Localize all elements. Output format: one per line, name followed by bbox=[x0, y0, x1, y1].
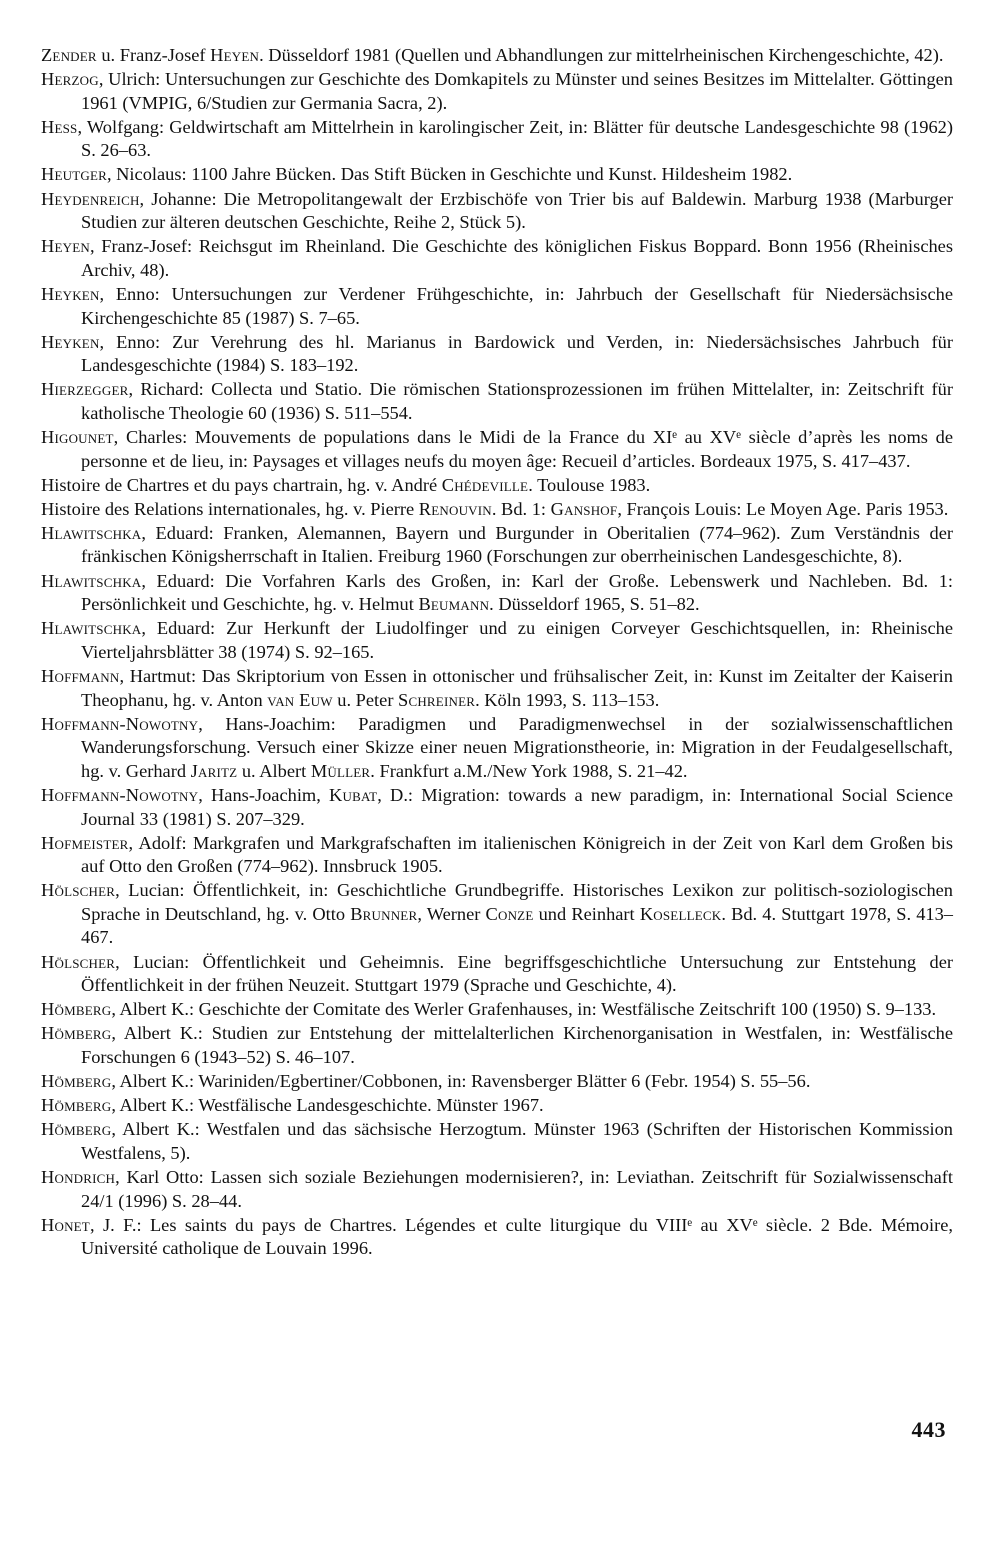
entry-text: , François Louis: Le Moyen Age. Paris 1953. bbox=[617, 498, 949, 519]
page-number: 443 bbox=[911, 1417, 946, 1442]
bibliography-entry bbox=[41, 522, 953, 569]
author-name: Hlawitschka bbox=[41, 522, 142, 543]
author-name: Kubat bbox=[329, 784, 378, 805]
bibliography-entry bbox=[41, 832, 953, 879]
author-name: Hömberg bbox=[41, 999, 112, 1020]
author-name: Müller bbox=[310, 760, 371, 781]
entry-text: , Nicolaus: 1100 Jahre Bücken. Das Stift Bücken in Geschichte und Kunst. Hildesheim 1982. bbox=[106, 164, 793, 185]
bibliography-entry bbox=[41, 951, 953, 998]
author-name: Heutger bbox=[41, 164, 107, 185]
entry-text: , Johanne: Die Metropolitangewalt der Erzbischöfe von Trier bis auf Baldewin. Marburg 1938 (Marburger Studien zur älteren deutschen Geschichte, Reihe 2, Stück 5). bbox=[81, 188, 953, 233]
author-name: Zender bbox=[41, 45, 97, 65]
bibliography-entry bbox=[41, 879, 953, 950]
entry-text: , Franz-Josef: Reichsgut im Rheinland. Die Geschichte des königlichen Fiskus Boppard. Bonn 1956 (Rheinisches Archiv, 48). bbox=[81, 236, 953, 280]
author-name: Ganshof bbox=[550, 498, 618, 519]
bibliography-entry bbox=[41, 426, 953, 473]
entry-text: , Hans-Joachim, bbox=[198, 784, 330, 805]
entry-text: , D.: Migration: towards a new paradigm, in: International Social Science Journal 33 (1981) S. 207–329. bbox=[81, 784, 953, 829]
author-name: Hlawitschka bbox=[41, 570, 142, 591]
author-name: Hofmeister bbox=[41, 832, 129, 853]
bibliography-entry bbox=[41, 1214, 953, 1261]
author-name: Hömberg bbox=[41, 1023, 112, 1044]
author-name: Hoffmann-Nowotny bbox=[41, 713, 199, 734]
author-name: Heyken bbox=[41, 283, 100, 304]
author-name: Heyen bbox=[41, 236, 90, 257]
entry-text: , Albert K.: Studien zur Entstehung der mittelalterlichen Kirchenorganisation in Westfalen, in: Westfälische Forschungen 6 (1943–52) S. 46–107. bbox=[81, 1023, 953, 1067]
bibliography-entry bbox=[41, 116, 953, 163]
entry-text: , Enno: Zur Verehrung des hl. Marianus in Bardowick und Verden, in: Niedersächsisches Jahrbuch für Landesgeschichte (1984) S. 183–192. bbox=[81, 331, 953, 376]
entry-text: , Eduard: Zur Herkunft der Liudolfinger und zu einigen Corveyer Geschichtsquellen, in: Rheinische Vierteljahrsblätter 38 (1974) S. 92–165. bbox=[81, 618, 953, 662]
entry-text: , Karl Otto: Lassen sich soziale Beziehungen modernisieren?, in: Leviathan. Zeitschrift für Sozialwissenschaft 24/1 (1996) S. 28–44. bbox=[81, 1166, 953, 1211]
author-name: Heyken bbox=[41, 331, 100, 352]
entry-text: , Albert K.: Wariniden/Egbertiner/Cobbonen, in: Ravensberger Blätter 6 (Febr. 1954) S. 55–56. bbox=[111, 1071, 811, 1092]
author-name: Heydenreich bbox=[41, 188, 140, 209]
entry-text: , Wolfgang: Geldwirtschaft am Mittelrhein in karolingischer Zeit, in: Blätter für deutsche Landesgeschichte 98 (1962) S. 26–63. bbox=[77, 116, 953, 161]
entry-text: . Toulouse 1983. bbox=[528, 474, 651, 495]
entry-text: , Lucian: Öffentlichkeit, in: Geschichtliche Grundbegriffe. Historisches Lexikon zur politisch-soziologischen Sprache in Deutschland, hg. v. Otto bbox=[81, 880, 953, 924]
bibliography-entry bbox=[41, 1070, 953, 1094]
entry-text: und Reinhart bbox=[533, 903, 640, 924]
author-name: Hölscher bbox=[41, 880, 116, 901]
author-name: Higounet bbox=[41, 427, 114, 447]
bibliography-entry bbox=[41, 474, 953, 498]
author-name: Herzog bbox=[41, 69, 99, 90]
author-name: Renouvin bbox=[418, 498, 492, 519]
author-name: Hierzegger bbox=[41, 379, 129, 400]
bibliography-entry bbox=[41, 1166, 953, 1213]
bibliography-entry bbox=[41, 283, 953, 330]
entry-text: . Frankfurt a.M./New York 1988, S. 21–42. bbox=[370, 760, 688, 781]
entry-text: u. Albert bbox=[237, 760, 311, 781]
author-name: Honet bbox=[41, 1214, 90, 1235]
bibliography-entry bbox=[41, 378, 953, 425]
author-name: Hoffmann-Nowotny bbox=[41, 784, 199, 805]
entry-text: , Hans-Joachim: Paradigmen und Paradigmenwechsel in der sozialwissenschaftlichen Wanderungsforschung. Versuch einer Skizze einer neuen Migrationstheorie, in: Migration in der Feudalgesellschaft, hg. v. Gerhard bbox=[81, 713, 953, 781]
entry-text: , Adolf: Markgrafen und Markgrafschaften im italienischen Königreich in der Zeit von Karl dem Großen bis auf Otto den Großen (774–962). Innsbruck 1905. bbox=[81, 832, 953, 877]
author-name: Hömberg bbox=[41, 1071, 112, 1092]
author-name: Hlawitschka bbox=[41, 618, 142, 639]
bibliography-entry bbox=[41, 498, 953, 522]
bibliography-entry bbox=[41, 44, 953, 68]
entry-text: , Werner bbox=[417, 903, 486, 924]
entry-text: , Eduard: Die Vorfahren Karls des Großen, in: Karl der Große. Lebenswerk und Nachleben. Bd. 1: Persönlichkeit und Geschichte, hg. v. Helmut bbox=[81, 570, 953, 615]
bibliography-entry bbox=[41, 1094, 953, 1118]
author-name: Hess bbox=[41, 116, 78, 137]
entry-text: u. Peter bbox=[332, 689, 399, 710]
author-name: Conze bbox=[485, 903, 534, 924]
entry-text: u. Franz-Josef bbox=[96, 45, 211, 65]
bibliography-entry bbox=[41, 570, 953, 617]
bibliography-entry bbox=[41, 617, 953, 664]
author-name: Hölscher bbox=[41, 951, 116, 972]
bibliography-entry bbox=[41, 1118, 953, 1165]
entry-text: , Eduard: Franken, Alemannen, Bayern und Burgunder in Oberitalien (774–962). Zum Verständnis der fränkischen Königsherrschaft in Italien. Freiburg 1960 (Forschungen zur oberrheinischen Landesgeschichte, 8). bbox=[81, 522, 953, 567]
entry-text: Histoire des Relations internationales, hg. v. Pierre bbox=[41, 498, 419, 519]
entry-text: , Albert K.: Westfalen und das sächsische Herzogtum. Münster 1963 (Schriften der Historischen Kommission Westfalens, 5). bbox=[81, 1119, 953, 1163]
entry-text: , Albert K.: Geschichte der Comitate des Werler Grafenhauses, in: Westfälische Zeitschrift 100 (1950) S. 9–133. bbox=[111, 999, 937, 1020]
author-name: Hömberg bbox=[41, 1095, 112, 1116]
author-name: Hoffmann bbox=[41, 665, 120, 686]
bibliography-entry bbox=[41, 331, 953, 378]
author-name: Heyen bbox=[210, 45, 260, 65]
entry-text: Histoire de Chartres et du pays chartrain, hg. v. André bbox=[41, 474, 442, 495]
bibliography-entry bbox=[41, 713, 953, 784]
bibliography-entry bbox=[41, 784, 953, 831]
bibliography-entry bbox=[41, 665, 953, 712]
bibliography-entry bbox=[41, 68, 953, 115]
entry-text: , Lucian: Öffentlichkeit und Geheimnis. Eine begriffsgeschichtliche Untersuchung zur Entstehung der Öffentlichkeit in der frühen Neuzeit. Stuttgart 1979 (Sprache und Geschichte, 4). bbox=[81, 951, 953, 996]
entry-text: , Richard: Collecta und Statio. Die römischen Stationsprozessionen im frühen Mittelalter, in: Zeitschrift für katholische Theologie 60 (1936) S. 511–554. bbox=[81, 379, 953, 423]
entry-text: , Charles: Mouvements de populations dans le Midi de la France du XIᵉ au XVᵉ siècle d’après les noms de personne et de lieu, in: Paysages et villages neufs du moyen âge: Recueil d’articles. Bordeaux 1975, S. 417–437. bbox=[81, 427, 953, 471]
bibliography-entry bbox=[41, 1022, 953, 1069]
entry-text: . Köln 1993, S. 113–153. bbox=[475, 689, 660, 710]
author-name: Chédeville bbox=[441, 474, 529, 495]
entry-text: . Bd. 1: bbox=[491, 498, 551, 519]
entry-text: . Bd. 4. Stuttgart 1978, S. 413–467. bbox=[81, 903, 953, 948]
entry-text: , Hartmut: Das Skriptorium von Essen in ottonischer und frühsalischer Zeit, in: Kunst im Zeitalter der Kaiserin Theophanu, hg. v. Anton bbox=[81, 665, 953, 710]
entry-text: , J. F.: Les saints du pays de Chartres. Légendes et culte liturgique du VIIIᵉ au XVᵉ siècle. 2 Bde. Mémoire, Université catholique de Louvain 1996. bbox=[81, 1214, 953, 1259]
bibliography-entry bbox=[41, 163, 953, 187]
bibliography-entry bbox=[41, 998, 953, 1022]
author-name: Koselleck bbox=[639, 903, 722, 924]
author-name: Hömberg bbox=[41, 1119, 112, 1140]
author-name: Beumann bbox=[418, 594, 490, 615]
author-name: van Euw bbox=[267, 689, 333, 710]
bibliography-list bbox=[41, 44, 953, 1261]
bibliography-entry bbox=[41, 188, 953, 235]
author-name: Schreiner bbox=[398, 689, 476, 710]
entry-text: , Ulrich: Untersuchungen zur Geschichte des Domkapitels zu Münster und seines Besitzes im Mittelalter. Göttingen 1961 (VMPIG, 6/Studien zur Germania Sacra, 2). bbox=[81, 69, 953, 113]
entry-text: , Enno: Untersuchungen zur Verdener Frühgeschichte, in: Jahrbuch der Gesellschaft für Niedersächsische Kirchengeschichte 85 (1987) S. 7–65. bbox=[81, 283, 953, 328]
author-name: Jaritz bbox=[190, 760, 238, 781]
entry-text: . Düsseldorf 1965, S. 51–82. bbox=[489, 594, 700, 615]
entry-text: . Düsseldorf 1981 (Quellen und Abhandlungen zur mittelrheinischen Kirchengeschichte, 42). bbox=[259, 45, 944, 65]
author-name: Hondrich bbox=[41, 1166, 116, 1187]
bibliography-entry bbox=[41, 235, 953, 282]
entry-text: , Albert K.: Westfälische Landesgeschichte. Münster 1967. bbox=[111, 1095, 544, 1116]
author-name: Brunner bbox=[350, 903, 418, 924]
